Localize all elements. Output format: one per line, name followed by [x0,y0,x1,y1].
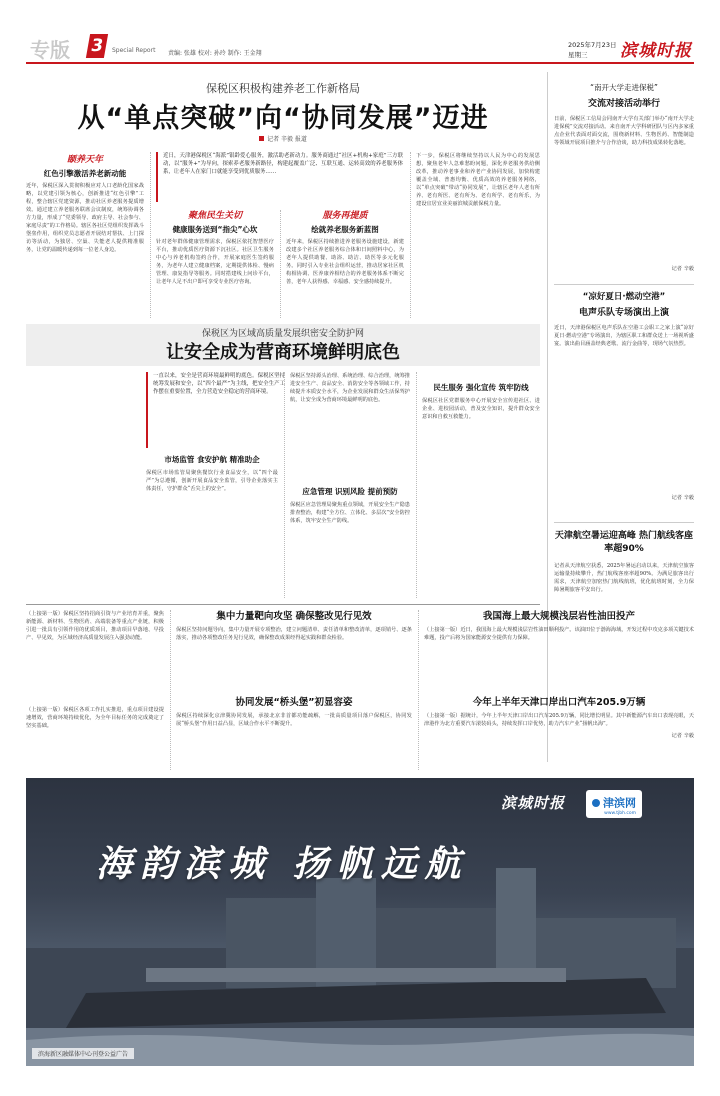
ad-footer: 滨海新区融媒体中心刊登公益广告 [32,1048,134,1059]
col-divider [170,610,171,770]
bottom-section-rule [26,604,540,605]
sec3-kicker: 服务再提质 [322,211,368,221]
issue-weekday: 星期三 [568,51,588,59]
top-article [26,70,540,320]
ad-slogan: 海韵滨城 扬帆远航 [96,843,469,885]
byline-marker-icon [259,136,264,141]
safety-kicker: 保税区为区域高质量发展织密安全防护网 [201,329,364,339]
article-byline [26,134,540,143]
bottom-col-3 [424,606,694,772]
partner-name: 津滨网 [603,796,636,810]
public-service-ad [26,778,694,1066]
article-col-1 [26,152,144,320]
byline-text: 记者 辛毅 报道 [267,136,307,143]
ad-masthead: 滨城时报 [501,794,566,812]
bottom2-text: （上接第一版）保税区各项工作扎实推进，重点项目建设提速增效，营商环境持续优化，为全年目标任务的完成奠定了坚实基础。 [26,707,164,729]
bottom-title-2-text: 保税区持续深化京津冀协同发展，承接北京非首都功能疏解，一批高质量项目落户保税区，协同发展“桥头堡”作用日益凸显，区域合作水平不断提升。 [176,713,412,727]
page-number: 3 [89,36,105,56]
s2-text: 保税区应急管理局聚焦重点领域，开展安全生产隐患排查整治，构建“全方位、立体化、多层次”安全防控体系，筑牢安全生产防线。 [290,502,410,524]
page-header [0,0,720,68]
bottom-title-3-text: （上接第一版）近日，我国海上最大规模浅层岩性油田顺利投产。该油田位于渤海海域，开发过程中攻克多项关键技术难题，投产后将为国家能源安全提供有力保障。 [424,627,694,641]
safety-title: 让安全成为营商环境鲜明底色 [166,342,400,363]
news1-byline: 记者 辛毅 [671,266,694,272]
sec2-heading: 健康服务送到“指尖”心坎 [172,225,258,234]
sec2-kicker: 聚焦民生关切 [187,211,242,221]
safety-body: 保税区坚持源头治理、系统治理、综合治理，统筹推进安全生产、食品安全、消防安全等各领域工作，持续提升本质安全水平，为企业发展和群众生活保驾护航，让安全成为营商环境最鲜明的底色。 [290,373,410,403]
col-divider [410,152,411,318]
article-pretitle: 保税区积极构建养老工作新格局 [206,82,360,95]
left-news-column [26,322,140,602]
news2-text: 近日，天津港保税区电声乐队在空港工会职工之家上演“凉好夏日·燃动空港”专场演出，为辖区职工和群众送上一场视听盛宴。演出曲目涵盖经典老歌、流行金曲等，现场气氛热烈。 [554,325,694,347]
partner-logo-icon [592,799,600,807]
sec3-heading: 绘就养老服务新蓝图 [311,225,379,234]
article-col-4 [416,152,540,320]
col-divider [280,210,281,318]
s1-heading: 市场监管 食安护航 精准助企 [164,455,260,464]
sec2-block [156,208,274,320]
ad-partner-badge [586,790,642,818]
bottom-col-2 [176,606,412,772]
news-separator [554,284,694,285]
news-separator [554,522,694,523]
bottom-title-3: 我国海上最大规模浅层岩性油田投产 [482,611,635,622]
col-divider [416,372,417,598]
col4-text: 下一步，保税区将继续坚持以人民为中心的发展思想，聚焦老年人急难愁盼问题，深化养老服务供给侧改革，推动养老事业和养老产业协同发展，加快构建覆盖全域、普惠均衡、优质高效的养老服务网络，以“单点突破”带动“协同发展”，让辖区老年人老有所养、老有所医、老有所为、老有所学、老有所乐，为建设宜居宜业美丽滨城贡献保税力量。 [416,153,540,207]
port-skyline-illustration [26,778,694,1066]
article-lead-box [156,152,403,202]
col-divider [284,372,285,598]
s3-lead-space [422,372,540,382]
article-title: 从“单点突破”向“协同发展”迈进 [77,103,489,134]
news3-text: 记者从天津航空获悉，2025年暑运启动以来，天津航空旅客运输量持续攀升，热门航线客座率超90%。为满足旅客出行需求，天津航空加密热门航线航班，优化航班时刻，全力保障暑期旅客平安出行。 [554,563,694,593]
col-divider [418,610,419,770]
news2-byline: 记者 辛毅 [671,495,694,501]
news1-title: 交流对接活动举行 [587,99,660,109]
issue-date: 2025年7月23日 [568,41,617,49]
bottom-news-row [26,606,694,776]
news-item-1 [554,82,694,282]
news1-text: 日前，保税区工信局会同南开大学有关部门举办“南开大学走进保税”交流对接活动。来自南开大学科研团队与区内多家重点企业代表面对面交流，围绕新材料、生物医药、智能制造等领域开展项目推介与合作洽谈，助力科技成果转化落地。 [554,116,694,146]
sec1-kicker: 颐养天年 [66,155,103,165]
safety-intro-box [146,372,285,448]
bottom-title-1-text: 保税区坚持问题导向，集中力量开展专项整治，建立问题清单、责任清单和整改清单，逐项销号、逐条落实，推动各项整改任务见行见效，确保整改成果经得起实践和群众检验。 [176,627,412,641]
sec2-text: 针对老年群体健康管理需求，保税区依托智慧医疗平台，推动优质医疗资源下沉社区。社区卫生服务中心与养老机构签约合作，开展家庭医生签约服务，为老年人建立健康档案，定期提供体检、慢病管理、康复指导等服务。同时搭建线上问诊平台，让老年人足不出户即可享受专业医疗咨询。 [156,239,274,285]
col-divider [150,152,151,318]
bottom-title-4: 今年上半年天津口岸出口汽车205.9万辆 [472,697,646,708]
article-col-3 [286,208,404,320]
bottom-title-1: 集中力量靶向攻坚 确保整改见行见效 [216,611,372,622]
sec1-text: 近年，保税区深入贯彻积极应对人口老龄化国家战略，以党建引领为核心，创新推进“红色引擎”工程，整合辖区党建资源，推动社区养老服务提质增效。通过建立养老服务联席会议制度，统筹协调各方力量，形成了“党委领导、政府主导、社会参与、家庭尽责”的工作格局。辖区各社区党组织发挥战斗堡垒作用，组织党员志愿者开展结对帮扶、上门探访等活动，为独居、空巢、失能老人提供精准服务，让党的温暖传递到每一位老人身边。 [26,183,144,253]
news3-byline: 记者 辛毅 [671,733,694,739]
safety-col-3 [422,372,540,600]
editor-credits: 责编: 张雄 校对: 孙玲 制作: 王金翔 [168,50,262,57]
partner-url: www.tjbh.com [604,811,636,816]
bottom-title-2: 协同发展“桥头堡”初显容姿 [235,697,353,708]
bottom1-text: （上接第一版）保税区坚持招商引资与产业培育并重，聚焦新能源、新材料、生物医药、高端装备等重点产业链，积极引进一批具有引领作用的优质项目，推动项目早落地、早投产、早见效，为区域经济高质量发展注入强劲动能。 [26,611,164,641]
safety-col-2 [290,372,410,600]
news2-title: 电声乐队专场演出上演 [578,308,669,318]
news1-kicker: “南开大学走进保税” [590,83,658,92]
page-number-badge [86,34,108,58]
s3-text: 保税区社区党群服务中心开展安全宣传进社区、进企业、进校园活动，普及安全知识，提升群众安全意识和自救互救能力。 [422,398,540,420]
sec3-text: 近年来，保税区持续推进养老服务设施建设，新建改建多个社区养老服务综合体和日间照料中心，为老年人提供助餐、助浴、助洁、助医等多元化服务。同时引入专业社会组织运营，推动居家社区机构相协调、医养康养相结合的养老服务体系不断完善，老年人获得感、幸福感、安全感持续提升。 [286,239,404,285]
bottom-col-1 [26,610,164,770]
sec1-heading: 红色引擎激活养老新动能 [43,169,127,178]
news3-title: 天津航空暑运迎高峰 热门航线客座率超90% [554,531,694,554]
article-lead: 近日，天津港保税区“海派”银龄爱心服务，激活助老新动力。服务商通过“社区+机构+家庭”三方联动，以“服务+”为导向，探索养老服务新路径，构建起覆盖广泛、互联互通、运转高效的养老服务体系，让老年人在家门口就能享受到优质服务…… [163,153,403,175]
safety-col-1 [146,454,278,600]
masthead-logo: 滨城时报 [620,41,692,61]
section-label: 专版 [30,38,70,62]
bottom-title-4-text: （上接第一版）据统计，今年上半年天津口岸出口汽车205.9万辆，同比增长明显。其中新能源汽车出口表现亮眼，天津港作为北方重要汽车滚装码头，持续发挥口岸优势，助力汽车产业“扬帆出海”。 [424,713,694,727]
news2-kicker: “凉好夏日·燃动空港” [582,292,666,302]
s3-heading: 民生服务 强化宣传 筑牢防线 [433,383,529,392]
s1-text: 保税区市场监管局聚焦餐饮行业食品安全，以“四个最严”为总遵循，创新开展食品安全监管，引导企业落实主体责任，守护群众“舌尖上的安全”。 [146,470,278,492]
section-english: Special Report [112,47,156,54]
header-rule [26,62,694,64]
s2-heading: 应急管理 识别风险 提前预防 [302,487,398,496]
news-item-2 [554,290,694,520]
safety-intro: 一直以来，安全是营商环境最鲜明的底色。保税区坚持统筹发展和安全，以“四个最严”为主线，把安全生产工作摆在重要位置，全力营造安全稳定的营商环境。 [153,373,285,395]
